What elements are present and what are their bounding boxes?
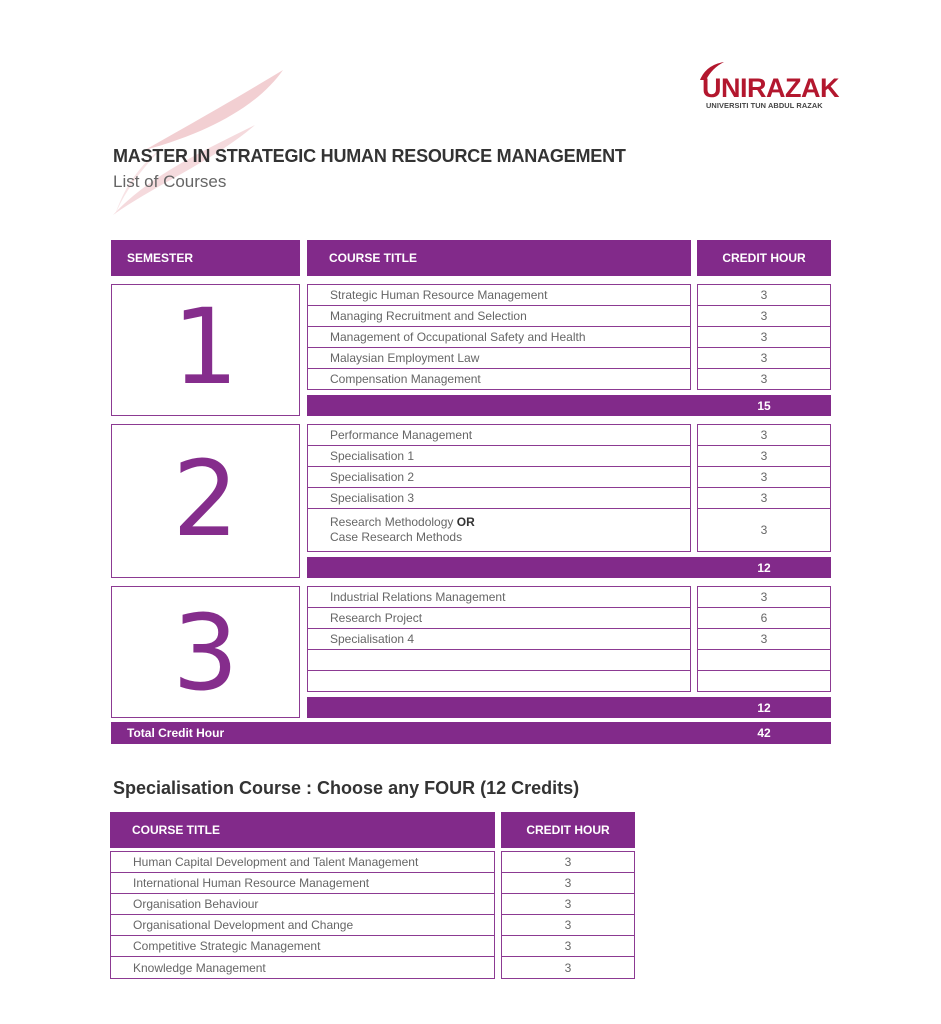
- table-row-empty-credit: [697, 649, 831, 671]
- page-title: MASTER IN STRATEGIC HUMAN RESOURCE MANAGEMENT: [113, 146, 626, 166]
- spec-row-course: International Human Resource Management: [110, 872, 495, 894]
- table-row-course: Compensation Management: [307, 368, 691, 390]
- spec-row-course: Organisation Behaviour: [110, 893, 495, 915]
- page-subtitle: List of Courses: [113, 172, 227, 191]
- spec-header-course-title: COURSE TITLE: [110, 812, 495, 848]
- table-row-course: Managing Recruitment and Selection: [307, 305, 691, 327]
- spec-row-course: Human Capital Development and Talent Management: [110, 851, 495, 873]
- table-row-credit: 3: [697, 326, 831, 348]
- spec-row-credit: 3: [501, 914, 635, 936]
- spec-header-credit-hour: CREDIT HOUR: [501, 812, 635, 848]
- table-row-credit: 3: [697, 445, 831, 467]
- research-course-line-2: Case Research Methods: [330, 530, 463, 544]
- table-row-credit: 3: [697, 347, 831, 369]
- spec-row-credit: 3: [501, 956, 635, 979]
- table-row-course: Strategic Human Resource Management: [307, 284, 691, 306]
- spec-row-credit: 3: [501, 935, 635, 957]
- decorative-swoosh: [105, 65, 290, 225]
- header-credit-hour: CREDIT HOUR: [697, 240, 831, 276]
- specialisation-heading: Specialisation Course : Choose any FOUR (12 Credits): [113, 778, 580, 798]
- semester-2-subtotal: 12: [757, 560, 771, 575]
- semester-3-subtotal: 12: [757, 700, 771, 715]
- semester-1-subtotal: 15: [757, 398, 771, 413]
- table-row-credit: 3: [697, 466, 831, 488]
- header-course-title: COURSE TITLE: [307, 240, 691, 276]
- table-row-credit: 3: [697, 508, 831, 552]
- table-row-credit: 3: [697, 284, 831, 306]
- semester-2-subtotal-bar: [307, 557, 831, 578]
- total-credit-label: Total Credit Hour: [127, 726, 225, 740]
- logo-subtitle: UNIVERSITI TUN ABDUL RAZAK: [706, 101, 823, 110]
- table-row-course: Industrial Relations Management: [307, 586, 691, 608]
- table-row-course: Research Project: [307, 607, 691, 629]
- table-row-credit: 3: [697, 368, 831, 390]
- table-row-course: Malaysian Employment Law: [307, 347, 691, 369]
- semester-2-number: 2: [172, 438, 239, 560]
- header-semester: SEMESTER: [111, 240, 300, 276]
- table-row-empty-credit: [697, 670, 831, 692]
- table-row-empty: [307, 670, 691, 692]
- spec-row-credit: 3: [501, 893, 635, 915]
- table-row-course: Specialisation 2: [307, 466, 691, 488]
- table-row-course: Specialisation 3: [307, 487, 691, 509]
- spec-row-credit: 3: [501, 872, 635, 894]
- table-row-course: Specialisation 1: [307, 445, 691, 467]
- table-row-credit: 3: [697, 586, 831, 608]
- research-course-line-1: Research Methodology OR: [330, 515, 475, 529]
- semester-2-box: [111, 424, 300, 578]
- total-credit-bar: [111, 722, 831, 744]
- table-row-empty: [307, 649, 691, 671]
- table-row-credit: 3: [697, 487, 831, 509]
- semester-1-number: 1: [172, 286, 239, 408]
- logo-wordmark: UNIRAZAK: [702, 73, 839, 103]
- semester-3-box: [111, 586, 300, 718]
- table-row-course: Management of Occupational Safety and Health: [307, 326, 691, 348]
- table-row-course: Performance Management: [307, 424, 691, 446]
- total-credit-value: 42: [757, 726, 771, 740]
- table-row-credit: 6: [697, 607, 831, 629]
- table-row-course-research: [307, 508, 691, 552]
- semester-3-subtotal-bar: [307, 697, 831, 718]
- spec-row-course: Organisational Development and Change: [110, 914, 495, 936]
- table-row-credit: 3: [697, 628, 831, 650]
- unirazak-logo: [696, 60, 839, 112]
- semester-1-box: [111, 284, 300, 416]
- semester-3-number: 3: [172, 592, 239, 714]
- spec-row-course: Knowledge Management: [110, 956, 495, 979]
- table-row-credit: 3: [697, 305, 831, 327]
- or-label: OR: [456, 515, 475, 529]
- spec-row-credit: 3: [501, 851, 635, 873]
- table-row-credit: 3: [697, 424, 831, 446]
- spec-row-course: Competitive Strategic Management: [110, 935, 495, 957]
- table-row-course: Specialisation 4: [307, 628, 691, 650]
- semester-1-subtotal-bar: [307, 395, 831, 416]
